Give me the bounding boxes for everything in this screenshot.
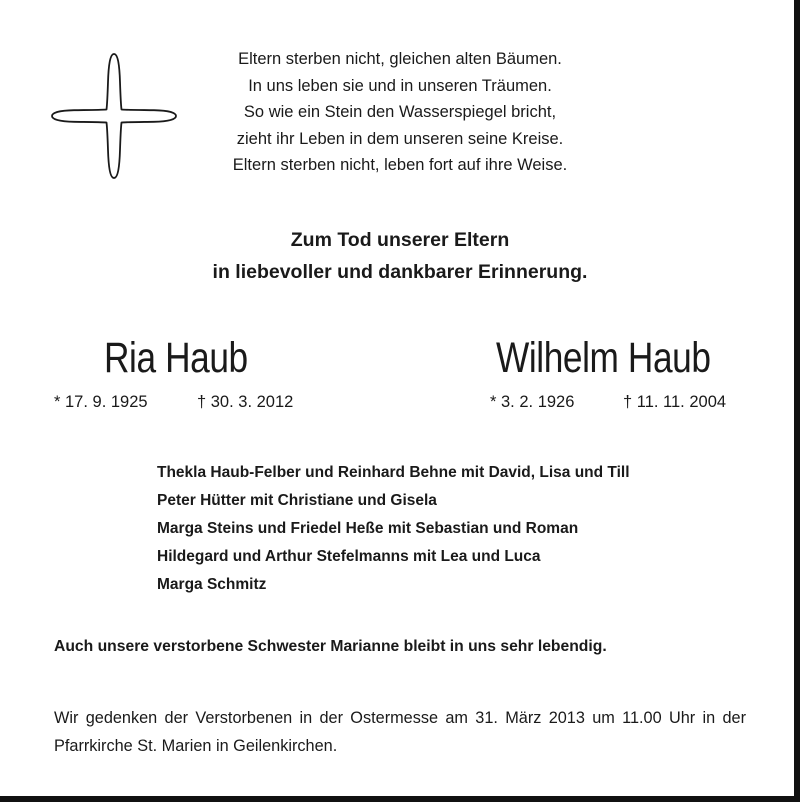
memorial-heading	[0, 224, 800, 288]
death-date-father: † 11. 11. 2004	[623, 393, 727, 411]
birth-date-mother: * 17. 9. 1925	[54, 393, 148, 411]
poem-line: In uns leben sie und in unseren Träumen.	[248, 76, 552, 95]
deceased-name-father: Wilhelm Haub	[496, 334, 711, 382]
family-list	[157, 459, 630, 599]
cross-icon	[50, 52, 178, 180]
birth-date-father: * 3. 2. 1926	[490, 393, 575, 411]
sister-note: Auch unsere verstorbene Schwester Marianne bleibt in uns sehr lebendig.	[54, 638, 607, 655]
poem-line: So wie ein Stein den Wasserspiegel bricht,	[243, 103, 557, 121]
poem-line: Eltern sterben nicht, gleichen alten Bäumen.	[238, 50, 562, 68]
poem-line: Eltern sterben nicht, leben fort auf ihre Weise.	[232, 156, 568, 174]
poem	[190, 46, 610, 179]
family-line: Marga Steins und Friedel Heße mit Sebastian und Roman	[157, 520, 579, 537]
family-line: Thekla Haub-Felber und Reinhard Behne mit David, Lisa und Till	[157, 464, 630, 481]
heading-line-2: in liebevoller und dankbarer Erinnerung.	[212, 261, 588, 283]
family-line: Marga Schmitz	[157, 576, 267, 593]
mass-note: Wir gedenken der Verstorbenen in der Ostermesse am 31. März 2013 um 11.00 Uhr in der Pfarrkirche St. Marien in Geilenkirchen.	[54, 709, 746, 755]
death-date-mother: † 30. 3. 2012	[197, 393, 294, 411]
family-line: Hildegard und Arthur Stefelmanns mit Lea und Luca	[157, 548, 541, 565]
family-line: Peter Hütter mit Christiane und Gisela	[157, 492, 437, 509]
heading-line-1: Zum Tod unserer Eltern	[290, 229, 510, 251]
deceased-name-mother: Ria Haub	[104, 334, 248, 382]
poem-line: zieht ihr Leben in dem unseren seine Kreise.	[236, 129, 564, 148]
